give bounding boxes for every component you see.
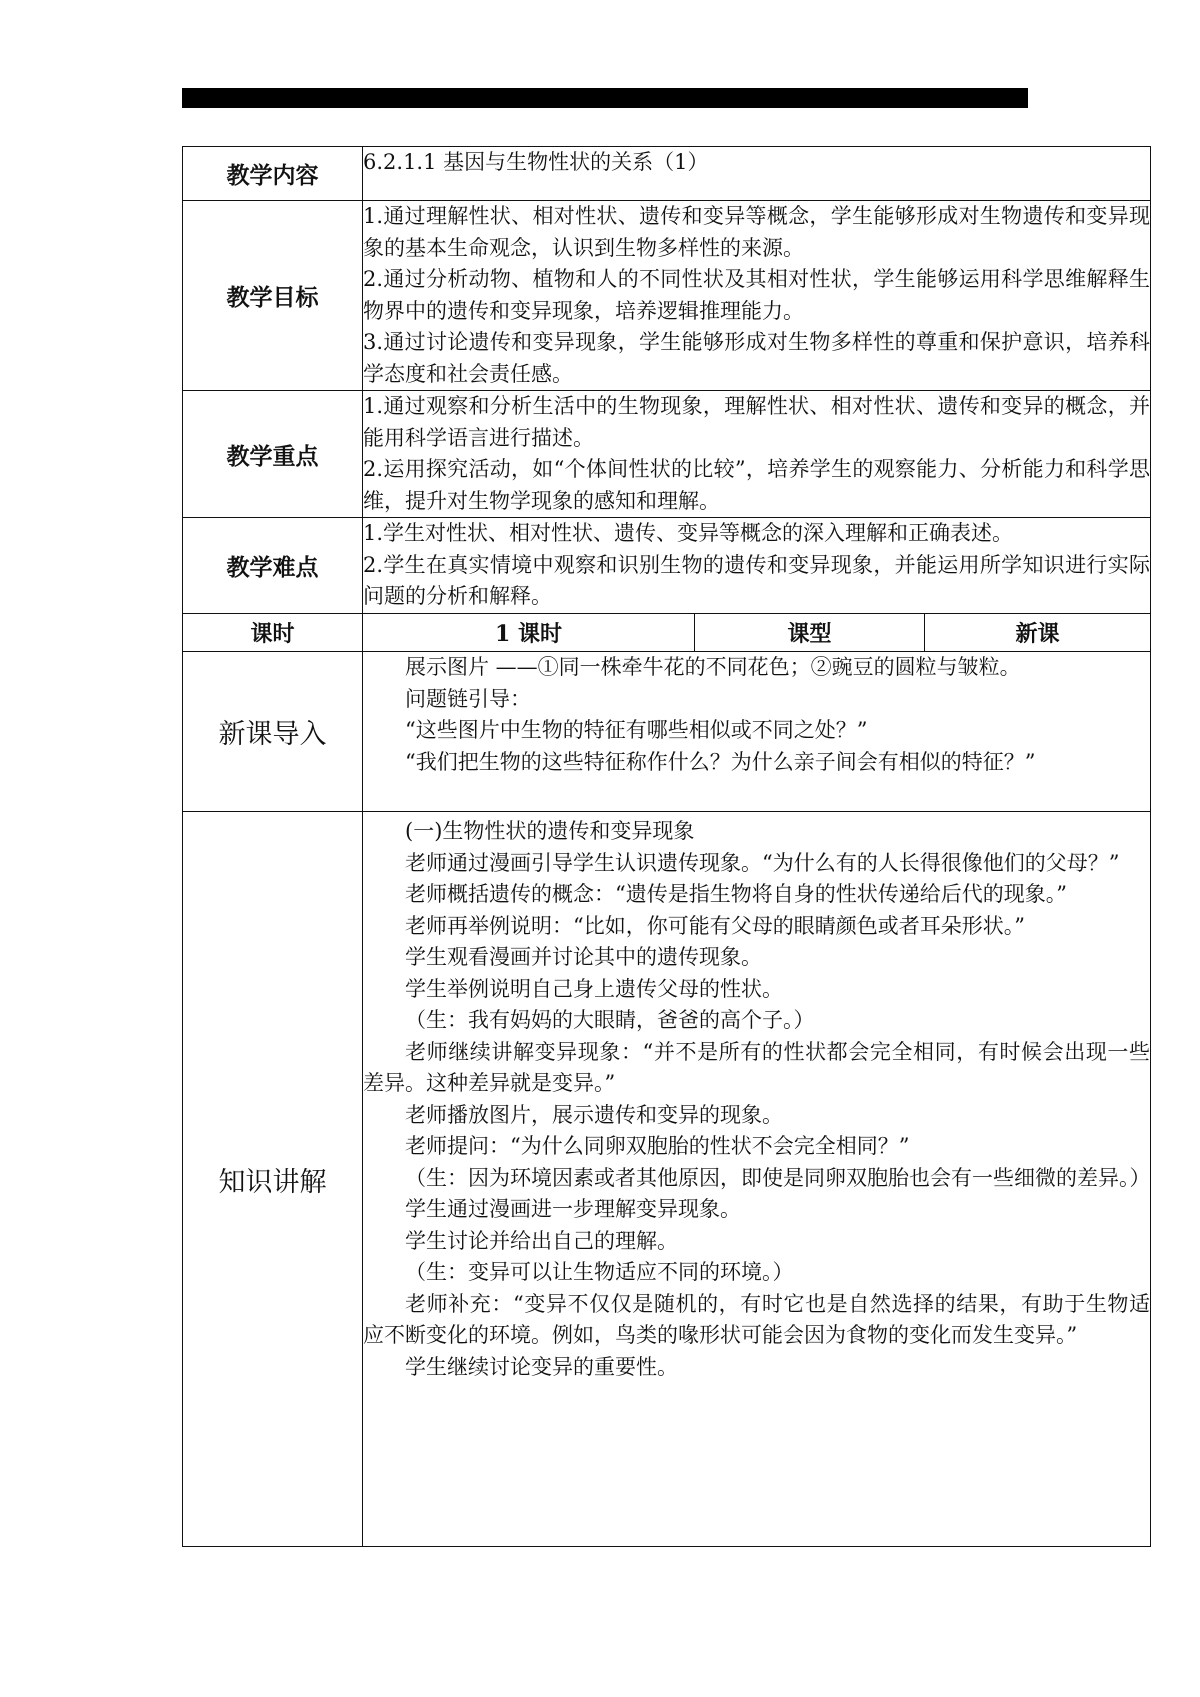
row-goals: [183, 201, 1151, 391]
goal-item: 1.通过理解性状、相对性状、遗传和变异等概念，学生能够形成对生物遗传和变异现象的基本生命观念，认识到生物多样性的来源。: [363, 204, 1151, 260]
lecture-text: [363, 812, 1151, 1547]
header-black-bar: [182, 88, 1028, 108]
goals-list: [363, 201, 1151, 391]
difficulty-item: 2.学生在真实情境中观察和识别生物的遗传和变异现象，并能运用所学知识进行实际问题的分析和解释。: [363, 552, 1151, 609]
lecture-paragraph: 老师通过漫画引导学生认识遗传现象。“为什么有的人长得很像他们的父母？”: [405, 850, 1120, 875]
label-intro: 新课导入: [183, 652, 363, 812]
row-difficulties: [183, 518, 1151, 614]
key-point-item: 2.运用探究活动，如“个体间性状的比较”，培养学生的观察能力、分析能力和科学思维，提升对生物学现象的感知和理解。: [363, 457, 1151, 513]
row-key-points: [183, 391, 1151, 518]
label-key-points: 教学重点: [183, 391, 363, 518]
goal-item: 2.通过分析动物、植物和人的不同性状及其相对性状，学生能够运用科学思维解释生物界中的遗传和变异现象，培养逻辑推理能力。: [363, 267, 1151, 323]
lecture-paragraph: 老师继续讲解变异现象：“并不是所有的性状都会完全相同，有时候会出现一些差异。这种差异就是变异。”: [363, 1039, 1151, 1095]
intro-text: [363, 652, 1151, 812]
lecture-paragraph: （生：变异可以让生物适应不同的环境。）: [405, 1260, 794, 1284]
intro-paragraph: “我们把生物的这些特征称作什么？为什么亲子间会有相似的特征？”: [405, 749, 1036, 774]
intro-paragraph: “这些图片中生物的特征有哪些相似或不同之处？”: [405, 718, 868, 742]
intro-paragraph: 问题链引导：: [405, 686, 531, 711]
lecture-paragraph: 老师概括遗传的概念：“遗传是指生物将自身的性状传递给后代的现象。”: [405, 882, 1067, 906]
goal-item: 3.通过讨论遗传和变异现象，学生能够形成对生物多样性的尊重和保护意识，培养科学态度和社会责任感。: [363, 330, 1151, 386]
label-lecture: 知识讲解: [183, 812, 363, 1547]
lecture-paragraph: （生：因为环境因素或者其他原因，即使是同卵双胞胎也会有一些细微的差异。）: [405, 1165, 1151, 1190]
label-difficulties: 教学难点: [183, 518, 363, 614]
difficulties-list: [363, 518, 1151, 614]
label-lesson-type: 课型: [695, 614, 925, 652]
value-lesson-type: 新课: [925, 614, 1151, 652]
label-goals: 教学目标: [183, 201, 363, 391]
lecture-paragraph: 老师提问：“为什么同卵双胞胎的性状不会完全相同？”: [405, 1134, 910, 1158]
lecture-paragraph: 学生举例说明自己身上遗传父母的性状。: [405, 976, 783, 1001]
row-intro: [183, 652, 1151, 812]
value-content: 6.2.1.1 基因与生物性状的关系（1）: [363, 147, 1151, 201]
lecture-paragraph: 学生继续讨论变异的重要性。: [405, 1354, 678, 1379]
key-points-list: [363, 391, 1151, 518]
lecture-paragraph: （生：我有妈妈的大眼睛，爸爸的高个子。）: [405, 1008, 815, 1032]
label-content: 教学内容: [183, 147, 363, 201]
lecture-paragraph: 学生讨论并给出自己的理解。: [405, 1228, 678, 1253]
lecture-paragraph: (一)生物性状的遗传和变异现象: [405, 819, 695, 843]
lecture-paragraph: 老师补充：“变异不仅仅是随机的，有时它也是自然选择的结果，有助于生物适应不断变化的环境。例如，鸟类的喙形状可能会因为食物的变化而发生变异。”: [363, 1291, 1151, 1347]
key-point-item: 1.通过观察和分析生活中的生物现象，理解性状、相对性状、遗传和变异的概念，并能用科学语言进行描述。: [363, 394, 1151, 450]
value-period: 1 课时: [363, 614, 695, 652]
difficulty-item: 1.学生对性状、相对性状、遗传、变异等概念的深入理解和正确表述。: [363, 521, 1014, 546]
lesson-plan-table: [182, 146, 1151, 1547]
lecture-paragraph: 学生通过漫画进一步理解变异现象。: [405, 1197, 741, 1221]
row-lecture: [183, 812, 1151, 1547]
label-period: 课时: [183, 614, 363, 652]
lecture-paragraph: 老师再举例说明：“比如，你可能有父母的眼睛颜色或者耳朵形状。”: [405, 913, 1025, 938]
row-content: [183, 147, 1151, 201]
lecture-paragraph: 老师播放图片，展示遗传和变异的现象。: [405, 1102, 783, 1127]
row-period: [183, 614, 1151, 652]
lecture-paragraph: 学生观看漫画并讨论其中的遗传现象。: [405, 945, 762, 969]
intro-paragraph: 展示图片 ——①同一株牵牛花的不同花色；②豌豆的圆粒与皱粒。: [405, 655, 1021, 679]
